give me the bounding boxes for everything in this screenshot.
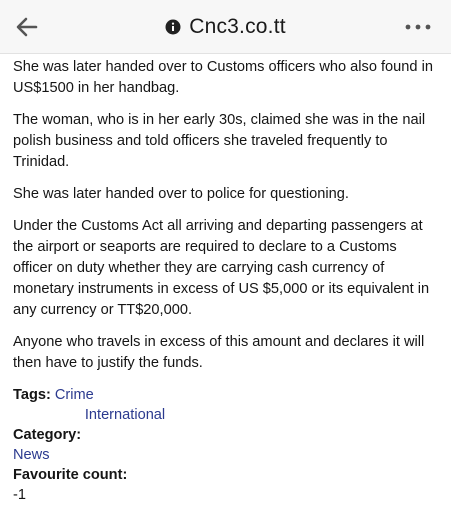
tags-list — [55, 385, 165, 425]
article-content — [13, 57, 439, 505]
article-meta — [13, 385, 439, 505]
category-label: Category: — [13, 427, 82, 443]
arrow-left-icon — [14, 14, 40, 40]
category-link-news[interactable]: News — [13, 447, 50, 463]
url-text: Cnc3.co.tt — [189, 15, 286, 38]
article-paragraph: Anyone who travels in excess of this amount and declares it will then have to justify the funds. — [13, 334, 425, 371]
article-paragraph: Under the Customs Act all arriving and departing passengers at the airport or seaports are required to declare to a Customs officer on duty whether they are carrying cash currency of monetary instruments in excess of US $5,000 or its equivalent in any currency or TT$20,000. — [13, 218, 430, 318]
back-button[interactable] — [14, 14, 40, 40]
favourite-count-value: -1 — [13, 487, 26, 503]
tag-link-international[interactable]: International — [84, 407, 166, 423]
browser-top-bar — [0, 0, 451, 54]
article-paragraph: The woman, who is in her early 30s, claimed she was in the nail polish business and told officers she traveled frequently to Trinidad. — [13, 112, 426, 170]
favourite-count-label: Favourite count: — [13, 467, 128, 483]
more-dots-icon — [403, 20, 433, 34]
tags-row — [13, 385, 439, 425]
address-bar[interactable] — [165, 15, 286, 39]
article-paragraph: She was later handed over to police for questioning. — [13, 186, 349, 202]
tags-label: Tags: — [13, 387, 51, 403]
tag-link-crime[interactable]: Crime — [54, 387, 94, 403]
article-paragraph: She was later handed over to Customs officers who also found in US$1500 in her handbag. — [13, 59, 433, 96]
info-circle-icon — [165, 19, 181, 35]
more-menu-button[interactable] — [403, 20, 433, 34]
